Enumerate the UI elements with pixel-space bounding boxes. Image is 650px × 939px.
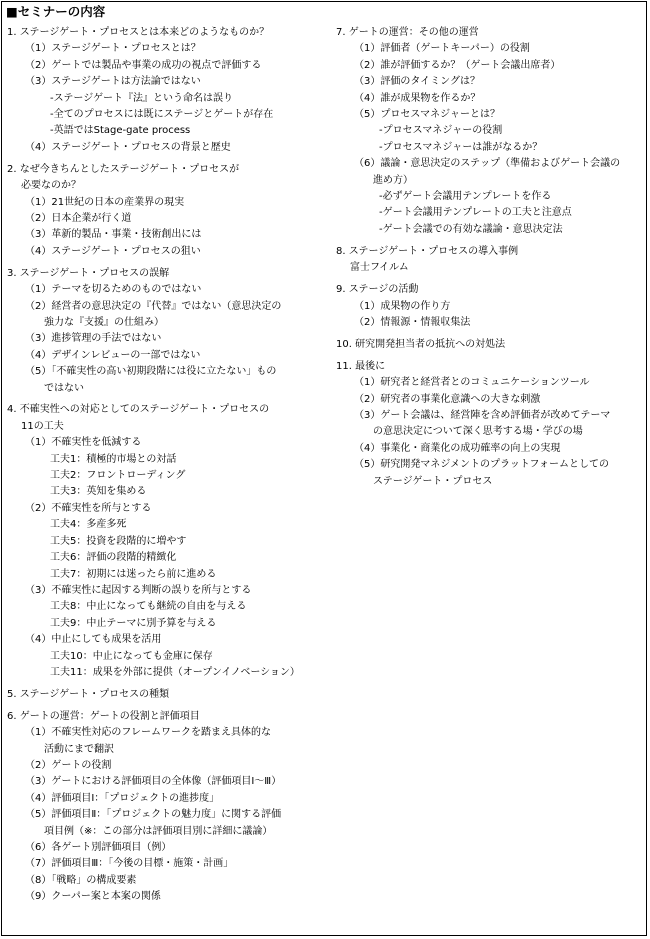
outline-line: （5）プロセスマネジャーとは？ <box>354 109 500 121</box>
outline-line: 10. 研究開発担当者の抵抗への対処法 <box>336 338 506 350</box>
outline-line: （4）誰が成果物を作るか？ <box>354 92 481 104</box>
outline-line: （9）クーパー案と本案の関係 <box>25 891 161 903</box>
outline-line: （3）ステージゲートは方法論ではない <box>25 76 201 88</box>
outline-line: （1）成果物の作り方 <box>354 300 451 312</box>
outline-line: 8. ステージゲート・プロセスの導入事例 <box>336 245 519 257</box>
outline-line: 4. 不確実性への対応としてのステージゲート・プロセスの <box>7 404 270 416</box>
outline-line: 6. ゲートの運営：ゲートの役割と評価項目 <box>7 710 200 722</box>
outline-line: -全てのプロセスには既にステージとゲートが存在 <box>50 109 274 121</box>
outline-line: 7. ゲートの運営：その他の運営 <box>336 27 479 38</box>
outline-line: （1）21世紀の日本の産業界の現実 <box>25 196 185 208</box>
outline-line: 項目例（※：この部分は評価項目別に詳細に議論） <box>44 825 273 837</box>
outline-line: （1）研究者と経営者とのコミュニケーションツール <box>354 377 590 389</box>
outline-line: （2）研究者の事業化意識への大きな刺激 <box>354 393 541 405</box>
outline-line: -ステージゲート『法』という命名は誤り <box>50 92 234 104</box>
outline-line: （1）評価者（ゲートキーパー）の役割 <box>354 43 530 55</box>
outline-line: （4）ステージゲート・プロセスの狙い <box>25 245 201 257</box>
outline-line: （2）経営者の意思決定の『代替』ではない（意思決定の <box>25 300 282 312</box>
outline-line: 3. ステージゲート・プロセスの誤解 <box>7 267 170 279</box>
outline-line: （5）評価項目Ⅱ：「プロジェクトの魅力度」に関する評価 <box>25 809 282 821</box>
outline-line: 工夫9：中止テーマに別予算を与える <box>50 617 217 629</box>
outline-line: （2）ゲートでは製品や事業の成功の視点で評価する <box>25 59 262 71</box>
outline-line: 2. なぜ今きちんとしたステージゲート・プロセスが <box>7 163 240 175</box>
outline-line: 5. ステージゲート・プロセスの種類 <box>7 688 170 700</box>
outline-line: 工夫11：成果を外部に提供（オープンイノベーション） <box>50 666 300 678</box>
outline-line: （3）ゲート会議は、経営陣を含め評価者が改めてテーマ <box>354 409 611 421</box>
outline-line: （6）各ゲート別評価項目（例） <box>25 842 172 853</box>
outline-line: 工夫8：中止になっても継続の自由を与える <box>50 601 247 613</box>
outline-line: 工夫5：投資を段階的に増やす <box>50 535 187 547</box>
outline-line: 11の工夫 <box>21 420 64 432</box>
outline-line: （3）進捗管理の手法ではない <box>25 333 162 345</box>
outline-line: -プロセスマネジャーの役割 <box>379 125 503 137</box>
outline-line: （2）情報源・情報収集法 <box>354 316 471 328</box>
outline-line: （4）評価項目Ⅰ：「プロジェクトの進捗度」 <box>25 792 220 804</box>
left-column <box>7 25 325 906</box>
outline-line: 富士フイルム <box>350 262 409 274</box>
outline-line: 工夫10：中止になっても金庫に保存 <box>50 650 213 662</box>
outline-line: 工夫2：フロントローディング <box>50 470 186 482</box>
outline-line: （3）ゲートにおける評価項目の全体像（評価項目Ⅰ～Ⅲ） <box>25 776 282 788</box>
outline-line: 1. ステージゲート・プロセスとは本来どのようなものか？ <box>7 27 270 38</box>
outline-line: （4）デザインレビューの一部ではない <box>25 349 201 361</box>
outline-line: （2）日本企業が行く道 <box>25 212 132 224</box>
outline-line: 工夫6：評価の段階的精緻化 <box>50 552 177 564</box>
outline-line: 工夫1：積極的市場との対話 <box>50 453 177 465</box>
outline-line: （3）革新的製品・事業・技術創出には <box>25 229 202 241</box>
outline-line: （2）ゲートの役割 <box>25 759 112 771</box>
outline-line: 必要なのか？ <box>21 180 81 192</box>
outline-line: （3）評価のタイミングは？ <box>354 76 480 88</box>
seminar-content-box <box>1 1 647 936</box>
outline-line: （8）「戦略」の構成要素 <box>25 874 137 886</box>
outline-line: （2）誰が評価するか？（ゲート会議出席者） <box>354 59 561 71</box>
outline-line: （7）評価項目Ⅲ：「今後の目標・施策・計画」 <box>25 858 234 870</box>
outline-line: ではない <box>44 382 84 394</box>
outline-line: 工夫3：英知を集める <box>50 486 147 498</box>
outline-line: -必ずゲート会議用テンプレートを作る <box>379 191 552 203</box>
outline-line: （4）ステージゲート・プロセスの背景と歴史 <box>25 141 231 153</box>
outline-line: -ゲート会議用テンプレートの工夫と注意点 <box>379 207 572 219</box>
outline-line: -プロセスマネジャーは誰がなるか？ <box>379 141 543 153</box>
outline-line: （4）中止にしても成果を活用 <box>25 634 162 646</box>
outline-line: の意思決定について深く思考する場・学びの場 <box>373 426 583 438</box>
outline-line: （1）不確実性対応のフレームワークを踏まえ具体的な <box>25 727 271 739</box>
right-column <box>336 25 644 490</box>
outline-line: （6）議論・意思決定のステップ（準備およびゲート会議の <box>354 158 621 170</box>
outline-line: 活動にまで翻訳 <box>44 743 114 755</box>
outline-line: （1）テーマを切るためのものではない <box>25 284 202 296</box>
outline-line: （2）不確実性を所与とする <box>25 502 152 514</box>
outline-line: 進め方） <box>373 174 413 186</box>
outline-line: -ゲート会議での有効な議論・意思決定法 <box>379 223 563 235</box>
outline-line: -英語ではStage-gate process <box>50 125 191 137</box>
outline-line: （3）不確実性に起因する判断の誤りを所与とする <box>25 584 252 596</box>
outline-line: 強力な『支援』の仕組み） <box>44 316 164 328</box>
outline-line: （1）ステージゲート・プロセスとは？ <box>25 43 201 55</box>
outline-line: 工夫4：多産多死 <box>50 519 127 531</box>
outline-line: （4）事業化・商業化の成功確率の向上の実現 <box>354 442 561 454</box>
outline-line: （1）不確実性を低減する <box>25 437 142 449</box>
outline-line: （5）研究開発マネジメントのプラットフォームとしての <box>354 459 610 471</box>
outline-line: 工夫7：初期には迷ったら前に進める <box>50 568 217 580</box>
outline-line: （5）「不確実性の高い初期段階には役に立たない」もの <box>25 366 277 378</box>
outline-line: 9. ステージの活動 <box>336 284 419 296</box>
outline-line: ステージゲート・プロセス <box>373 475 493 487</box>
outline-line: 11. 最後に <box>336 360 386 372</box>
section-heading: ■セミナーの内容 <box>6 4 106 19</box>
